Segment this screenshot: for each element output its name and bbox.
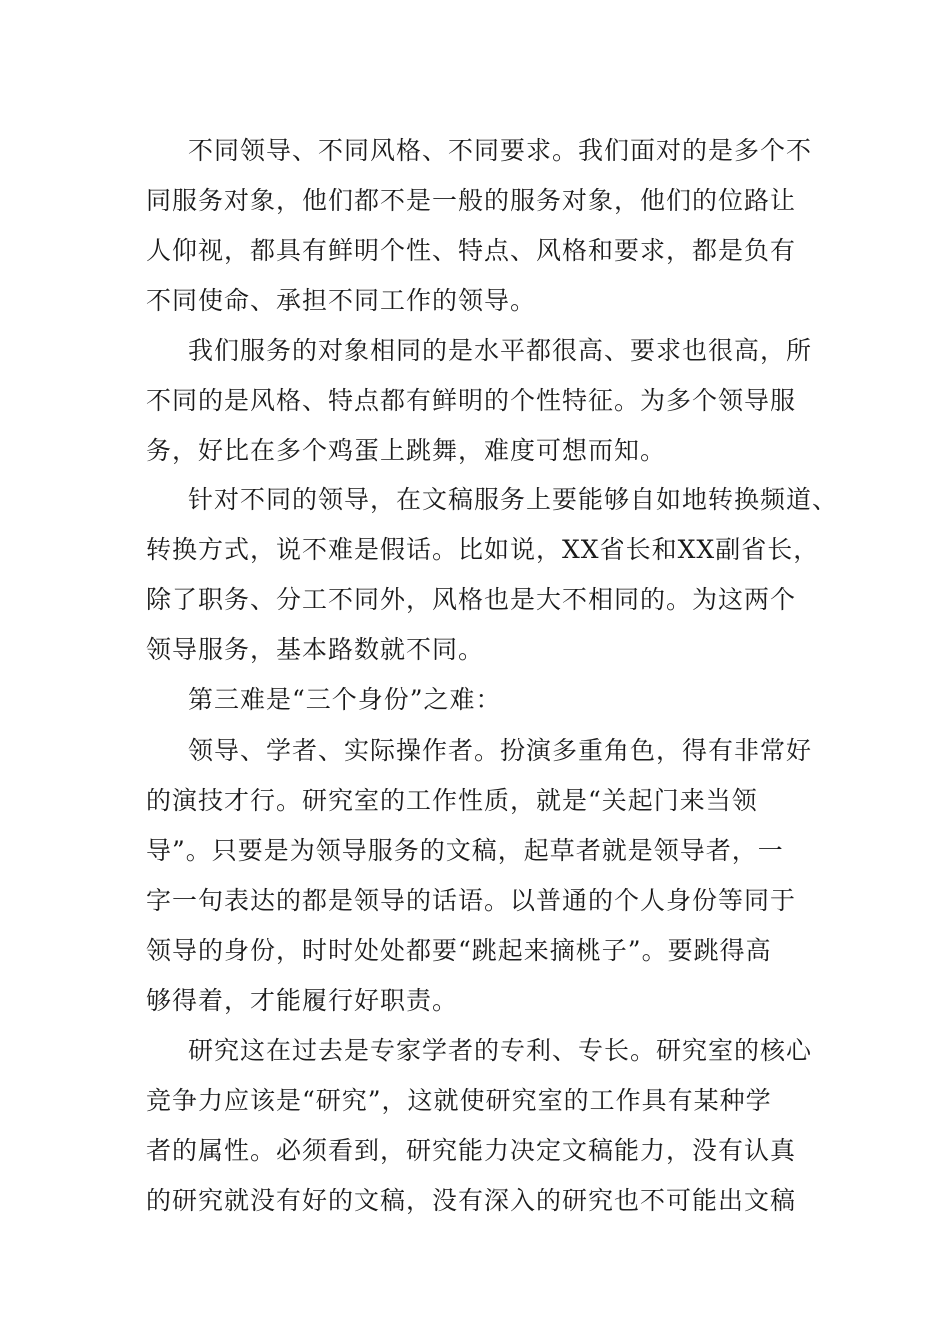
paragraph-line	[0, 781, 950, 821]
paragraph-line	[0, 131, 950, 171]
paragraph-line	[0, 1081, 950, 1121]
paragraph-line	[0, 981, 950, 1021]
line-text: 务，好比在多个鸡蛋上跳舞，难度可想而知。	[146, 436, 667, 465]
paragraph-line	[0, 530, 950, 570]
paragraph-line	[0, 1131, 950, 1171]
paragraph-line	[0, 281, 950, 321]
line-text: 竞争力应该是“研究”，这就使研究室的工作具有某种学	[146, 1086, 772, 1115]
paragraph-line	[0, 931, 950, 971]
paragraph-line	[0, 731, 950, 771]
paragraph-line	[0, 580, 950, 620]
line-text: 领导服务，基本路数就不同。	[146, 635, 485, 664]
line-text: 不同使命、承担不同工作的领导。	[146, 286, 537, 315]
line-text: 者的属性。必须看到，研究能力决定文稿能力，没有认真	[146, 1136, 797, 1165]
line-text: 研究这在过去是专家学者的专利、专长。研究室的核心	[188, 1036, 813, 1065]
paragraph-line	[0, 381, 950, 421]
paragraph-line	[0, 1031, 950, 1071]
line-text: 针对不同的领导，在文稿服务上要能够自如地转换频道、	[188, 485, 839, 514]
paragraph-line	[0, 630, 950, 670]
line-text: 领导的身份，时时处处都要“跳起来摘桃子”。要跳得高	[146, 936, 772, 965]
paragraph-line	[0, 431, 950, 471]
line-text: 转换方式，说不难是假话。比如说，XX省长和XX副省长，	[146, 535, 820, 564]
line-text: 同服务对象，他们都不是一般的服务对象，他们的位路让	[146, 186, 797, 215]
paragraph-line	[0, 831, 950, 871]
line-text: 不同的是风格、特点都有鲜明的个性特征。为多个领导服	[146, 386, 797, 415]
paragraph-line	[0, 331, 950, 371]
line-text: 的演技才行。研究室的工作性质，就是“关起门来当领	[146, 786, 758, 815]
line-text: 我们服务的对象相同的是水平都很高、要求也很高，所	[188, 336, 813, 365]
line-text: 导”。只要是为领导服务的文稿，起草者就是领导者，一	[146, 836, 784, 865]
line-text: 第三难是“三个身份”之难：	[188, 685, 502, 714]
line-text: 人仰视，都具有鲜明个性、特点、风格和要求，都是负有	[146, 236, 797, 265]
paragraph-line	[0, 231, 950, 271]
paragraph-line	[0, 881, 950, 921]
line-text: 除了职务、分工不同外，风格也是大不相同的。为这两个	[146, 585, 797, 614]
line-text: 够得着，才能履行好职责。	[146, 986, 459, 1015]
paragraph-line	[0, 1181, 950, 1221]
line-text: 字一句表达的都是领导的话语。以普通的个人身份等同于	[146, 886, 797, 915]
line-text: 的研究就没有好的文稿，没有深入的研究也不可能出文稿	[146, 1186, 797, 1215]
paragraph-line	[0, 181, 950, 221]
line-text: 不同领导、不同风格、不同要求。我们面对的是多个不	[188, 136, 813, 165]
line-text: 领导、学者、实际操作者。扮演多重角色，得有非常好	[188, 736, 813, 765]
paragraph-line	[0, 480, 950, 520]
paragraph-line	[0, 680, 950, 720]
